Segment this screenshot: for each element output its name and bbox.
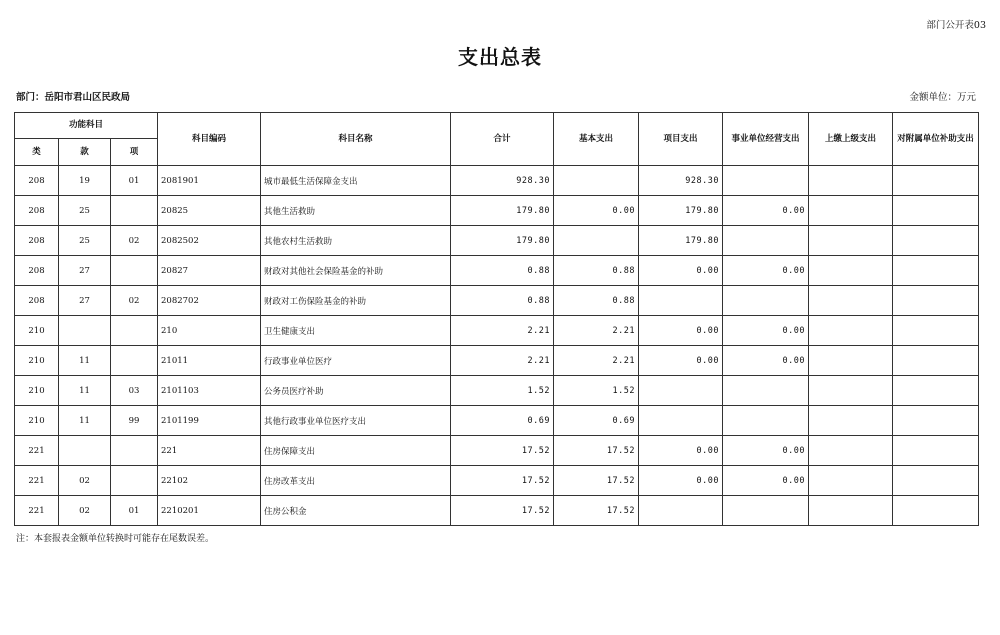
cell-paid-to-superior [809, 256, 893, 286]
table-row [15, 406, 979, 436]
col-xiang: 项 [111, 139, 158, 166]
cell-subsidy-to-affiliates [893, 496, 979, 526]
cell-lei: 208 [15, 286, 59, 316]
table-row [15, 286, 979, 316]
cell-basic-expense: 17.52 [554, 436, 639, 466]
table-row [15, 256, 979, 286]
cell-xiang: 02 [111, 226, 158, 256]
col-paid-to-superior: 上缴上级支出 [809, 113, 893, 166]
cell-basic-expense: 0.88 [554, 256, 639, 286]
col-subsidy-to-affiliates: 对附属单位补助支出 [893, 113, 979, 166]
cell-kuan: 27 [59, 286, 111, 316]
cell-operating-expense [723, 226, 809, 256]
cell-total: 0.69 [451, 406, 554, 436]
col-lei: 类 [15, 139, 59, 166]
cell-kuan: 02 [59, 496, 111, 526]
cell-kuan: 11 [59, 376, 111, 406]
cell-operating-expense: 0.00 [723, 346, 809, 376]
cell-basic-expense: 2.21 [554, 346, 639, 376]
cell-subject-code: 21011 [158, 346, 261, 376]
cell-subject-name: 公务员医疗补助 [261, 376, 451, 406]
cell-project-expense: 0.00 [639, 466, 723, 496]
cell-subject-name: 卫生健康支出 [261, 316, 451, 346]
cell-total: 2.21 [451, 316, 554, 346]
cell-subsidy-to-affiliates [893, 316, 979, 346]
cell-subject-code: 22102 [158, 466, 261, 496]
cell-paid-to-superior [809, 316, 893, 346]
cell-subject-name: 其他生活救助 [261, 196, 451, 226]
cell-paid-to-superior [809, 496, 893, 526]
cell-operating-expense: 0.00 [723, 256, 809, 286]
cell-kuan: 11 [59, 406, 111, 436]
cell-kuan: 02 [59, 466, 111, 496]
cell-subject-code: 2101199 [158, 406, 261, 436]
cell-subsidy-to-affiliates [893, 376, 979, 406]
cell-subject-code: 20827 [158, 256, 261, 286]
cell-subsidy-to-affiliates [893, 286, 979, 316]
cell-paid-to-superior [809, 196, 893, 226]
cell-project-expense: 928.30 [639, 166, 723, 196]
cell-paid-to-superior [809, 166, 893, 196]
cell-subject-name: 财政对工伤保险基金的补助 [261, 286, 451, 316]
cell-basic-expense: 0.88 [554, 286, 639, 316]
cell-total: 17.52 [451, 436, 554, 466]
cell-xiang: 03 [111, 376, 158, 406]
cell-subsidy-to-affiliates [893, 406, 979, 436]
cell-kuan [59, 436, 111, 466]
cell-basic-expense: 0.69 [554, 406, 639, 436]
col-total: 合计 [451, 113, 554, 166]
cell-operating-expense [723, 496, 809, 526]
cell-project-expense: 0.00 [639, 436, 723, 466]
cell-lei: 208 [15, 166, 59, 196]
cell-operating-expense: 0.00 [723, 196, 809, 226]
cell-paid-to-superior [809, 376, 893, 406]
cell-project-expense [639, 406, 723, 436]
cell-xiang: 02 [111, 286, 158, 316]
header-row-1 [15, 113, 979, 139]
cell-xiang [111, 256, 158, 286]
col-operating-expense: 事业单位经营支出 [723, 113, 809, 166]
cell-project-expense [639, 376, 723, 406]
table-row [15, 226, 979, 256]
cell-lei: 210 [15, 406, 59, 436]
cell-project-expense [639, 286, 723, 316]
cell-operating-expense: 0.00 [723, 436, 809, 466]
cell-paid-to-superior [809, 346, 893, 376]
amount-unit-label: 金额单位：万元 [909, 92, 976, 103]
cell-subsidy-to-affiliates [893, 436, 979, 466]
cell-project-expense: 0.00 [639, 256, 723, 286]
cell-subject-name: 城市最低生活保障金支出 [261, 166, 451, 196]
col-project-expense: 项目支出 [639, 113, 723, 166]
cell-subject-code: 2210201 [158, 496, 261, 526]
cell-subject-code: 2101103 [158, 376, 261, 406]
cell-kuan: 11 [59, 346, 111, 376]
cell-xiang [111, 316, 158, 346]
cell-paid-to-superior [809, 406, 893, 436]
expenditure-summary-table [14, 112, 979, 526]
department-label: 部门：岳阳市君山区民政局 [16, 92, 131, 103]
cell-xiang [111, 466, 158, 496]
cell-xiang [111, 196, 158, 226]
table-row [15, 316, 979, 346]
cell-xiang: 01 [111, 496, 158, 526]
cell-xiang: 01 [111, 166, 158, 196]
cell-xiang [111, 436, 158, 466]
cell-subject-code: 2082502 [158, 226, 261, 256]
cell-basic-expense: 17.52 [554, 496, 639, 526]
col-kuan: 款 [59, 139, 111, 166]
cell-subsidy-to-affiliates [893, 256, 979, 286]
cell-xiang [111, 346, 158, 376]
cell-lei: 208 [15, 256, 59, 286]
cell-subject-code: 2082702 [158, 286, 261, 316]
cell-project-expense [639, 496, 723, 526]
cell-operating-expense [723, 166, 809, 196]
cell-project-expense: 179.80 [639, 196, 723, 226]
cell-lei: 210 [15, 346, 59, 376]
table-body [15, 166, 979, 526]
footnote: 注：本套报表金额单位转换时可能存在尾数误差。 [16, 534, 215, 544]
cell-project-expense: 0.00 [639, 346, 723, 376]
cell-kuan: 25 [59, 196, 111, 226]
cell-paid-to-superior [809, 466, 893, 496]
cell-operating-expense [723, 286, 809, 316]
table-row [15, 466, 979, 496]
cell-subject-name: 住房公积金 [261, 496, 451, 526]
cell-paid-to-superior [809, 226, 893, 256]
table-code-label: 部门公开表03 [926, 20, 986, 31]
cell-subject-name: 其他行政事业单位医疗支出 [261, 406, 451, 436]
col-basic-expense: 基本支出 [554, 113, 639, 166]
cell-subsidy-to-affiliates [893, 166, 979, 196]
cell-basic-expense: 17.52 [554, 466, 639, 496]
cell-subsidy-to-affiliates [893, 466, 979, 496]
cell-total: 0.88 [451, 256, 554, 286]
cell-lei: 221 [15, 466, 59, 496]
cell-subsidy-to-affiliates [893, 226, 979, 256]
cell-subject-code: 20825 [158, 196, 261, 226]
table-row [15, 196, 979, 226]
table-row [15, 436, 979, 466]
cell-lei: 208 [15, 226, 59, 256]
table-row [15, 346, 979, 376]
cell-lei: 221 [15, 436, 59, 466]
table-row [15, 166, 979, 196]
cell-subject-code: 210 [158, 316, 261, 346]
cell-total: 928.30 [451, 166, 554, 196]
cell-lei: 208 [15, 196, 59, 226]
cell-total: 17.52 [451, 496, 554, 526]
cell-lei: 210 [15, 376, 59, 406]
cell-subject-name: 住房保障支出 [261, 436, 451, 466]
cell-kuan: 25 [59, 226, 111, 256]
col-functional-subject: 功能科目 [15, 113, 158, 139]
cell-subject-code: 221 [158, 436, 261, 466]
cell-total: 17.52 [451, 466, 554, 496]
cell-subsidy-to-affiliates [893, 346, 979, 376]
cell-kuan: 27 [59, 256, 111, 286]
cell-total: 2.21 [451, 346, 554, 376]
cell-xiang: 99 [111, 406, 158, 436]
cell-basic-expense: 1.52 [554, 376, 639, 406]
cell-total: 179.80 [451, 226, 554, 256]
cell-subsidy-to-affiliates [893, 196, 979, 226]
cell-operating-expense [723, 406, 809, 436]
col-subject-name: 科目名称 [261, 113, 451, 166]
cell-paid-to-superior [809, 286, 893, 316]
cell-kuan [59, 316, 111, 346]
cell-total: 0.88 [451, 286, 554, 316]
cell-subject-name: 住房改革支出 [261, 466, 451, 496]
cell-total: 179.80 [451, 196, 554, 226]
table-row [15, 376, 979, 406]
table-row [15, 496, 979, 526]
cell-operating-expense: 0.00 [723, 466, 809, 496]
cell-kuan: 19 [59, 166, 111, 196]
cell-basic-expense [554, 166, 639, 196]
cell-basic-expense [554, 226, 639, 256]
cell-operating-expense: 0.00 [723, 316, 809, 346]
cell-lei: 210 [15, 316, 59, 346]
cell-paid-to-superior [809, 436, 893, 466]
cell-subject-name: 行政事业单位医疗 [261, 346, 451, 376]
col-subject-code: 科目编码 [158, 113, 261, 166]
cell-subject-code: 2081901 [158, 166, 261, 196]
cell-operating-expense [723, 376, 809, 406]
page-title: 支出总表 [458, 45, 542, 69]
cell-project-expense: 0.00 [639, 316, 723, 346]
cell-basic-expense: 2.21 [554, 316, 639, 346]
cell-basic-expense: 0.00 [554, 196, 639, 226]
cell-subject-name: 其他农村生活救助 [261, 226, 451, 256]
cell-lei: 221 [15, 496, 59, 526]
cell-project-expense: 179.80 [639, 226, 723, 256]
cell-total: 1.52 [451, 376, 554, 406]
cell-subject-name: 财政对其他社会保险基金的补助 [261, 256, 451, 286]
